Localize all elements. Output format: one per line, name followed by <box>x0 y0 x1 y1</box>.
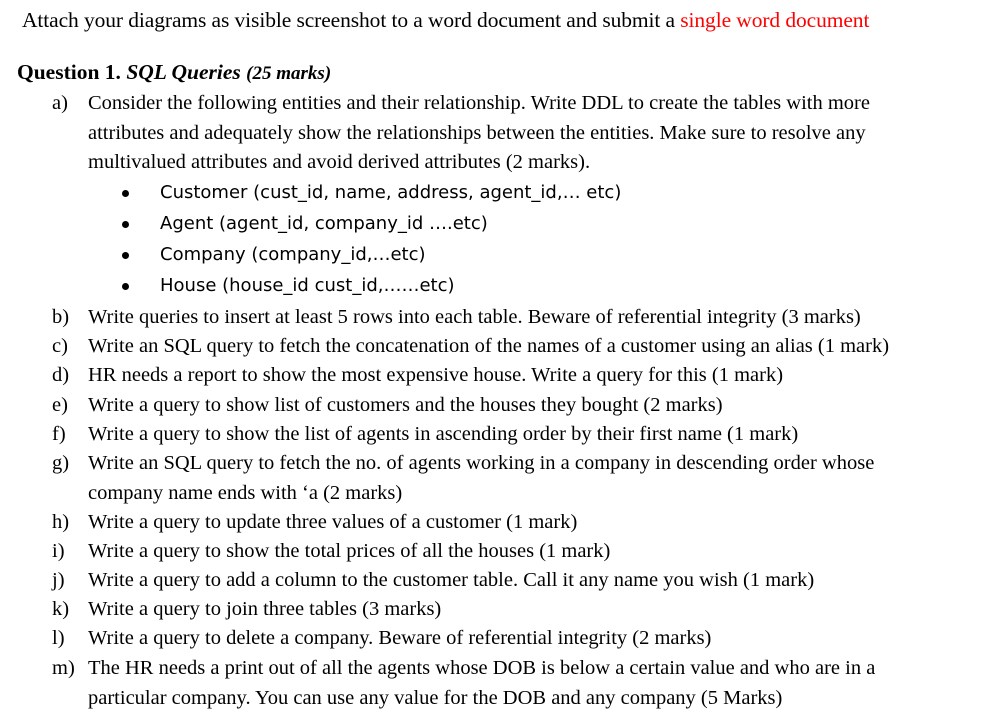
bullet-icon <box>122 190 129 197</box>
question-title: SQL Queries <box>126 60 241 84</box>
entity-list-item <box>0 240 991 271</box>
item-line: Write queries to insert at least 5 rows into each table. Beware of referential integrity (3 marks) <box>88 306 861 328</box>
bullet-icon <box>122 221 129 228</box>
item-line: Write an SQL query to fetch the no. of agents working in a company in descending order whose <box>88 452 875 474</box>
item-line: Write a query to show the list of agents in ascending order by their first name (1 mark) <box>88 423 799 445</box>
item-text <box>88 391 968 421</box>
item-text <box>88 420 968 450</box>
entity-list-item <box>0 178 991 209</box>
item-line: Write a query to join three tables (3 marks) <box>88 598 442 620</box>
item-line: The HR needs a print out of all the agents whose DOB is below a certain value and who are in a <box>88 657 876 679</box>
item-text <box>88 361 968 391</box>
entity-text: House (house_id cust_id,……etc) <box>160 275 455 296</box>
entity-list-item <box>0 209 991 240</box>
item-label: e) <box>52 394 68 416</box>
item-text <box>88 595 968 625</box>
question-label: Question 1. <box>17 60 127 84</box>
item-text <box>88 566 968 596</box>
item-line: Write a query to delete a company. Beware of referential integrity (2 marks) <box>88 627 712 649</box>
item-label: a) <box>52 92 68 114</box>
item-line: HR needs a report to show the most expensive house. Write a query for this (1 mark) <box>88 364 784 386</box>
question-heading <box>17 60 331 85</box>
instruction-text: Attach your diagrams as visible screenshot to a word document and submit a <box>22 8 681 32</box>
item-label: f) <box>52 423 66 445</box>
entity-text: Agent (agent_id, company_id ….etc) <box>160 213 488 234</box>
item-text <box>88 449 968 508</box>
item-text <box>88 537 968 567</box>
item-label: l) <box>52 627 65 649</box>
item-line: Write a query to add a column to the customer table. Call it any name you wish (1 mark) <box>88 569 815 591</box>
item-label: j) <box>52 569 65 591</box>
item-line: company name ends with ‘a (2 marks) <box>88 481 403 504</box>
bullet-icon <box>122 283 129 290</box>
item-label: b) <box>52 306 70 328</box>
entity-text: Company (company_id,…etc) <box>160 244 426 265</box>
item-label: m) <box>52 657 75 679</box>
item-label: i) <box>52 540 65 562</box>
item-label: d) <box>52 364 70 386</box>
item-text <box>88 508 968 538</box>
item-text <box>88 89 968 178</box>
item-line: attributes and adequately show the relationships between the entities. Make sure to resolve any <box>88 121 866 144</box>
item-text <box>88 303 968 333</box>
item-label: k) <box>52 598 70 620</box>
instruction-highlight: single word document <box>680 8 870 32</box>
submission-instruction <box>22 8 869 33</box>
item-text <box>88 624 968 654</box>
item-line: Write a query to update three values of a customer (1 mark) <box>88 511 578 533</box>
item-line: Consider the following entities and their relationship. Write DDL to create the tables with more <box>88 92 870 114</box>
item-line: Write a query to show the total prices of all the houses (1 mark) <box>88 540 611 562</box>
bullet-icon <box>122 252 129 259</box>
item-label: g) <box>52 452 70 474</box>
entity-text: Customer (cust_id, name, address, agent_id,… etc) <box>160 182 622 203</box>
item-line: Write an SQL query to fetch the concatenation of the names of a customer using an alias (1 mark) <box>88 335 890 357</box>
item-line: particular company. You can use any value for the DOB and any company (5 Marks) <box>88 686 783 709</box>
entity-list-item <box>0 271 991 302</box>
item-line: multivalued attributes and avoid derived attributes (2 marks). <box>88 151 591 173</box>
item-text <box>88 654 968 713</box>
item-label: c) <box>52 335 68 357</box>
item-line: Write a query to show list of customers and the houses they bought (2 marks) <box>88 394 723 416</box>
item-label: h) <box>52 511 70 533</box>
item-text <box>88 332 968 362</box>
question-marks: (25 marks) <box>246 63 332 84</box>
